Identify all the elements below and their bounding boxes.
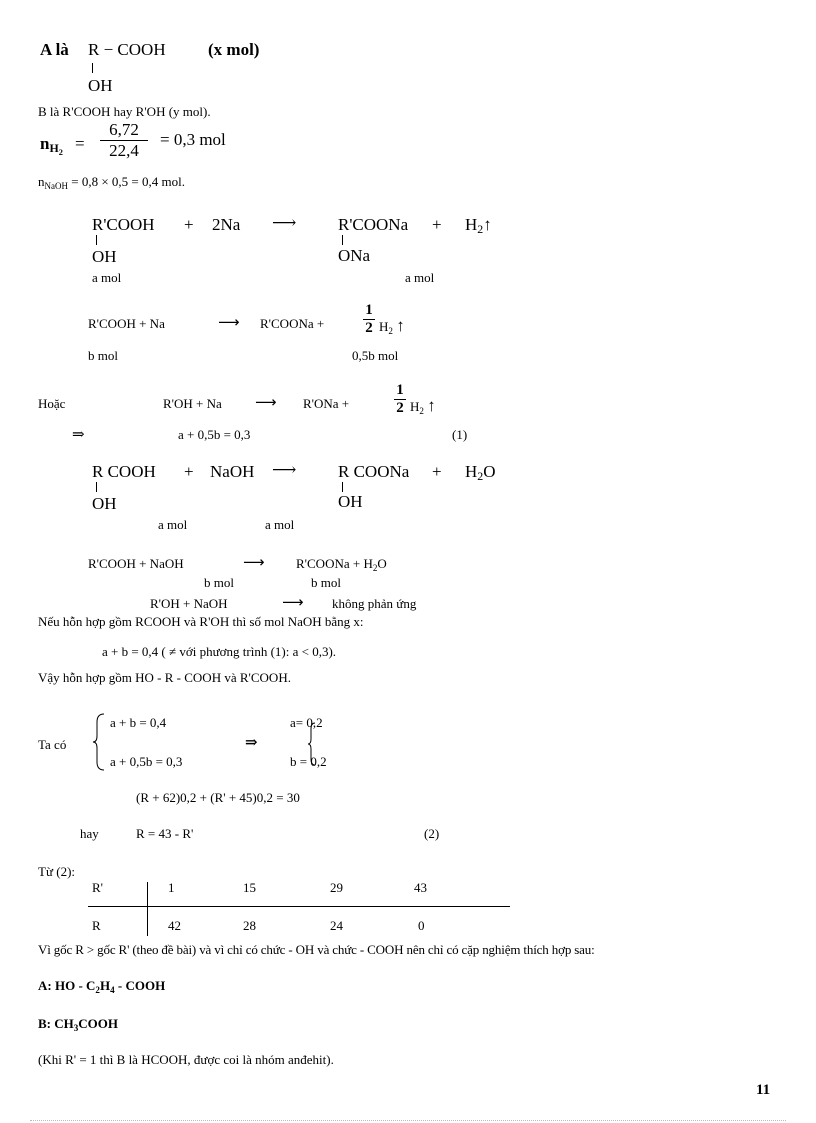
r1-product: R'COONa [338,215,409,234]
r2-left-mol: b mol [88,348,118,363]
from-eq2: Từ (2): [38,864,76,879]
r1-left-mol: a mol [92,270,122,285]
r4-plus1: + [184,462,194,481]
r5-arrow: ⟶ [243,553,265,571]
table-cell: 1 [168,880,175,895]
r5-product: R'COONa + $H_2O$ [296,556,387,573]
r5-mol1: b mol [204,575,234,590]
nh2-denominator: 22,4 [109,141,139,160]
paragraph-2: a + b = 0,4 ( ≠ với phương trình (1): a < 0,3). [102,644,337,659]
nh2-n: $n_{H_2}$ [40,134,63,157]
r2-product: R'COONa + [260,316,325,331]
r1-product-sub: ONa [338,246,371,265]
r2-gas-mol: 0,5b mol [352,348,399,363]
r4-product-sub: OH [338,492,363,511]
r1-gas-mol: a mol [405,270,435,285]
footer-divider [30,1120,786,1121]
r1-plus1: + [184,215,194,234]
eq1-text: a + 0,5b = 0,3 [178,427,251,442]
r3-gas: $H_2$ ↑ [410,396,436,416]
eq1-implies: ⇒ [72,427,85,443]
r1-arrow: ⟶ [272,213,297,232]
nh2-result: = 0,3 mol [160,130,226,149]
system-implies: ⇒ [245,735,258,751]
r3-fraction: 1 2 [394,382,406,417]
eq1-label: (1) [452,427,468,442]
line-b: B là R'COOH hay R'OH (y mol). [38,104,211,119]
r4-water: $H_2O$ [465,462,496,483]
nnaoh-line: $n_{NaOH} = 0,8 \times 0,5 = 0,4$ mol. [38,174,185,191]
nh2-numerator: 6,72 [109,120,139,139]
r4-left-sub: OH [92,494,117,513]
r4-reagent: NaOH [210,462,255,481]
nh2-fraction [100,120,148,161]
r6-left: R'OH + NaOH [150,596,228,611]
r3-prefix: Hoặc [38,396,66,411]
r4-product: R COONa [338,462,410,481]
line-a-prefix: A là [40,40,69,59]
nh2-eq: = [75,134,85,153]
r4-mol1: a mol [158,517,188,532]
page-number: 11 [756,1082,771,1098]
result-brace [307,722,317,766]
r1-left: R'COOH [92,215,155,234]
r1-left-sub: OH [92,247,117,266]
line-a-formula: R − COOH [88,40,166,59]
system-brace [92,712,106,772]
system-eq-bottom: a + 0,5b = 0,3 [110,754,183,769]
paragraph-1: Nếu hỗn hợp gồm RCOOH và R'OH thì số mol NaOH bằng x: [38,614,364,629]
r5-left: R'COOH + NaOH [88,556,184,571]
r4-bond-left [96,482,97,492]
r6-arrow: ⟶ [282,593,304,611]
r6-product: không phản ứng [332,596,417,611]
r5-mol2: b mol [311,575,341,590]
r2-arrow: ⟶ [218,313,240,331]
table-cell: 24 [330,918,343,933]
r2-left: R'COOH + Na [88,316,165,331]
table-row1-label: R' [92,880,104,895]
r3-left: R'OH + Na [163,396,222,411]
line-a-note: (x mol) [208,40,260,59]
r4-arrow: ⟶ [272,460,297,479]
r4-left: R COOH [92,462,156,481]
paragraph-3: Vậy hỗn hợp gồm HO - R - COOH và R'COOH. [38,670,291,685]
r1-gas: $H_2↑$ [465,215,492,236]
paragraph-4: Vì gốc R > gốc R' (theo đề bài) và vì chỉ có chức - OH và chức - COOH nên chỉ có cặp nghiệm thích hợp sau: [38,942,595,957]
eq2-prefix: hay [80,826,99,841]
line-a-oh: OH [88,76,113,95]
table-cell: 28 [243,918,256,933]
r2-gas: $H_2$ ↑ [379,316,405,336]
paragraph-5: (Khi R' = 1 thì B là HCOOH, được coi là nhóm anđehit). [38,1052,334,1067]
table-horizontal-line [88,906,510,907]
table-cell: 0 [418,918,425,933]
answer-b: B: $CH_3COOH$ [38,1016,119,1033]
system-prefix: Ta có [38,737,67,752]
r1-bond-left [96,235,97,245]
r4-plus2: + [432,462,442,481]
mass-equation: (R + 62)0,2 + (R' + 45)0,2 = 30 [136,790,300,805]
table-cell: 29 [330,880,343,895]
r3-arrow: ⟶ [255,393,277,411]
r2-fraction: 1 2 [363,302,375,337]
eq2-label: (2) [424,826,440,841]
r1-reagent: 2Na [212,215,241,234]
table-cell: 15 [243,880,256,895]
table-cell: 43 [414,880,427,895]
table-vertical-line [147,882,148,936]
answer-a: A: HO - $C_2H_4$ - COOH [38,978,166,995]
r3-product: R'ONa + [303,396,350,411]
bond-line [92,63,93,73]
system-result-bottom: b = 0,2 [290,754,327,769]
eq2-text: R = 43 - R' [136,826,194,841]
r4-mol2: a mol [265,517,295,532]
system-eq-top: a + b = 0,4 [110,715,167,730]
r4-bond-right [342,482,343,492]
r1-plus2: + [432,215,442,234]
table-cell: 42 [168,918,181,933]
system-result-top: a= 0,2 [290,715,323,730]
r1-bond-right [342,235,343,245]
table-row2-label: R [92,918,101,933]
